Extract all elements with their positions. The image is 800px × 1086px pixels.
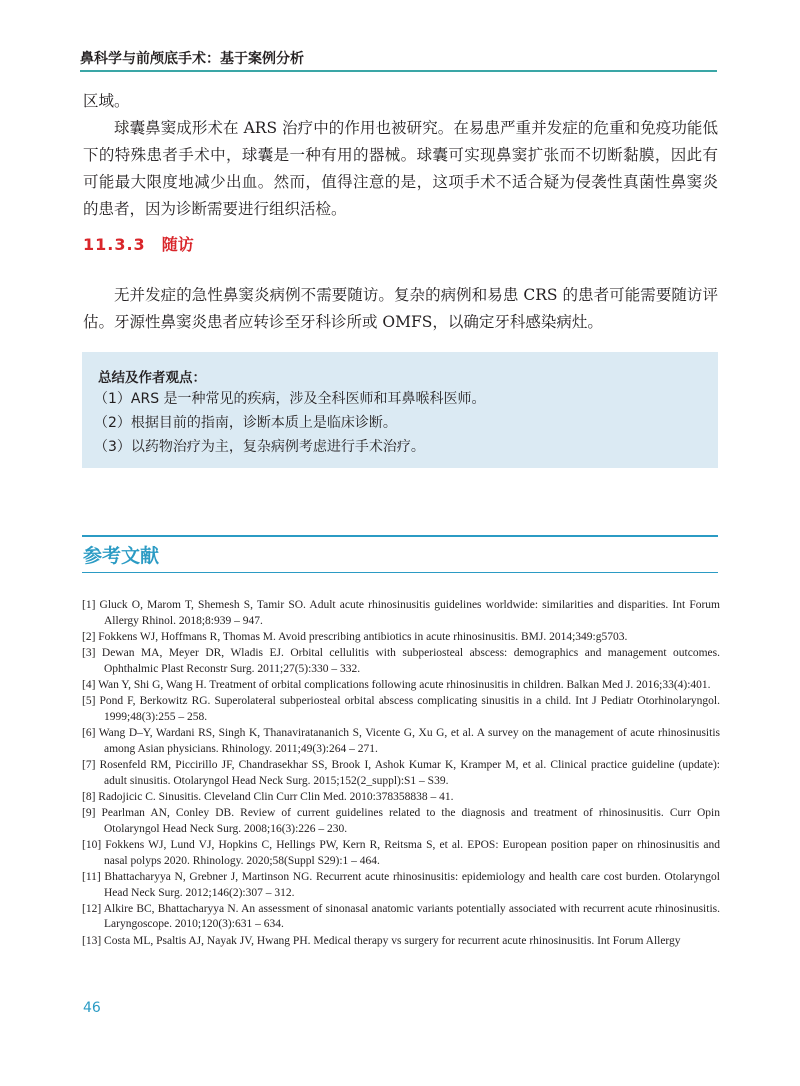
reference-list <box>82 598 720 950</box>
reference-item: [4] Wan Y, Shi G, Wang H. Treatment of orbital complications following acute rhinosinusitis in children. Balkan Med J. 2016;33(4):401. <box>82 679 711 692</box>
summary-item-1: （1）ARS 是一种常见的疾病，涉及全科医师和耳鼻喉科医师。 <box>94 391 486 407</box>
running-header: 鼻科学与前颅底手术：基于案例分析 <box>80 51 304 67</box>
reference-item: [9] Pearlman AN, Conley DB. Review of current guidelines related to the diagnosis and treatment of rhinosinusitis. Curr Opin Otolaryngol Head Neck Surg. 2008;16(3):226 – 230. <box>82 807 720 835</box>
reference-item: [3] Dewan MA, Meyer DR, Wladis EJ. Orbital cellulitis with subperiosteal abscess: demographics and management outcomes. Ophthalmic Plast Reconstr Surg. 2011;27(5):330 – 332. <box>82 647 720 675</box>
reference-item: [10] Fokkens WJ, Lund VJ, Hopkins C, Hellings PW, Kern R, Reitsma S, et al. EPOS: European position paper on rhinosinusitis and nasal polyps 2020. Rhinology. 2020;58(Suppl S29):1 – 464. <box>82 839 720 867</box>
reference-item: [13] Costa ML, Psaltis AJ, Nayak JV, Hwang PH. Medical therapy vs surgery for recurrent acute rhinosinusitis. Int Forum Allergy <box>82 934 681 947</box>
summary-title: 总结及作者观点： <box>98 370 206 386</box>
reference-item: [12] Alkire BC, Bhattacharyya N. An assessment of sinonasal anatomic variants potentially associated with recurrent acute rhinosinusitis. Laryngoscope. 2010;120(3):631 – 634. <box>82 902 720 931</box>
header-rule <box>80 70 717 72</box>
summary-item-3: （3）以药物治疗为主，复杂病例考虑进行手术治疗。 <box>94 439 425 455</box>
section-title: 随访 <box>161 235 194 254</box>
body-paragraph-balloon-sinuplasty: 球囊鼻窦成形术在 ARS 治疗中的作用也被研究。在易患严重并发症的危重和免疫功能低下的特殊患者手术中，球囊是一种有用的器械。球囊可实现鼻窦扩张而不切断黏膜，因此有可能最大限度地减少出血。然而，值得注意的是，这项手术不适合疑为侵袭性真菌性鼻窦炎的患者，因为诊断需要进行组织活检。 <box>83 119 718 218</box>
section-heading <box>83 232 194 255</box>
reference-item: [1] Gluck O, Marom T, Shemesh S, Tamir SO. Adult acute rhinosinusitis guidelines worldwide: similarities and disparities. Int Forum Allergy Rhinol. 2018;8:939 – 947. <box>82 599 720 627</box>
references-heading: 参考文献 <box>83 545 160 567</box>
reference-item: [2] Fokkens WJ, Hoffmans R, Thomas M. Avoid prescribing antibiotics in acute rhinosinusitis. BMJ. 2014;349:g5703. <box>82 630 628 643</box>
section-number: 11.3.3 <box>83 235 146 254</box>
page-number: 46 <box>83 1000 101 1016</box>
body-paragraph-follow-up: 无并发症的急性鼻窦炎病例不需要随访。复杂的病例和易患 CRS 的患者可能需要随访评估。牙源性鼻窦炎患者应转诊至牙科诊所或 OMFS，以确定牙科感染病灶。 <box>83 286 718 331</box>
reference-item: [6] Wang D–Y, Wardani RS, Singh K, Thanaviratananich S, Vicente G, Xu G, et al. A survey on the management of acute rhinosinusitis among Asian physicians. Rhinology. 2011;49(3):264 – 271. <box>82 727 720 755</box>
summary-box <box>82 352 718 468</box>
reference-item: [5] Pond F, Berkowitz RG. Superolateral subperiosteal orbital abscess complicating sinusitis in a child. Int J Pediatr Otorhinolaryngol. 1999;48(3):255 – 258. <box>82 695 720 723</box>
summary-item-2: （2）根据目前的指南，诊断本质上是临床诊断。 <box>94 415 397 431</box>
body-paragraph-continuation: 区域。 <box>83 92 130 110</box>
references-bottom-rule <box>82 572 718 573</box>
references-top-rule <box>82 535 718 537</box>
reference-item: [8] Radojicic C. Sinusitis. Cleveland Clin Curr Clin Med. 2010:378358838 – 41. <box>82 790 454 803</box>
reference-item: [7] Rosenfeld RM, Piccirillo JF, Chandrasekhar SS, Brook I, Ashok Kumar K, Kramper M, et al. Clinical practice guideline (update): adult sinusitis. Otolaryngol Head Neck Surg. 2015;152(2_suppl):S1 – S39. <box>82 759 720 787</box>
reference-item: [11] Bhattacharyya N, Grebner J, Martinson NG. Recurrent acute rhinosinusitis: epidemiology and health care cost burden. Otolaryngol Head Neck Surg. 2012;146(2):307 – 312. <box>82 870 720 899</box>
